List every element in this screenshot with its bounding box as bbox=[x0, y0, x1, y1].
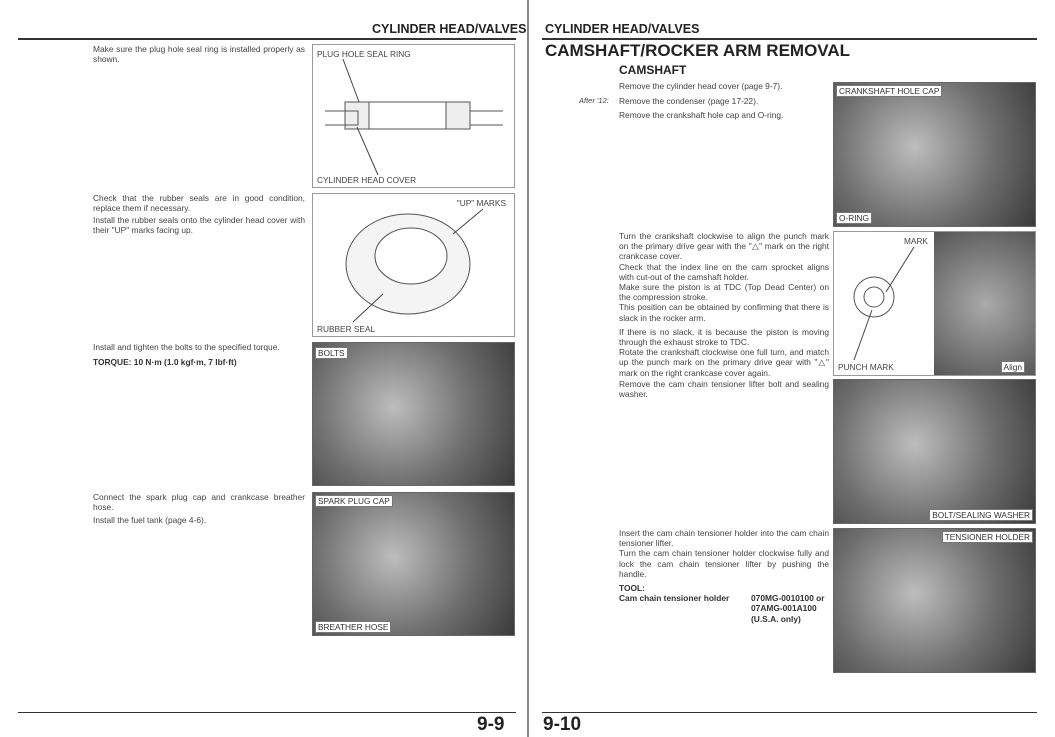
seal-ring-diagram bbox=[312, 44, 515, 188]
header-rule bbox=[542, 38, 1037, 40]
timing-mark-figure bbox=[833, 231, 1036, 376]
step-text: Remove the cam chain tensioner lifter bolt and sealing washer. bbox=[619, 379, 829, 400]
step-text: If there is no slack, it is because the piston is moving through the exhaust stroke to TDC. bbox=[619, 326, 829, 348]
step-text: Install the fuel tank (page 4-6). bbox=[93, 515, 207, 525]
figure-label: PUNCH MARK bbox=[838, 362, 894, 372]
left-header: CYLINDER HEAD/VALVES bbox=[372, 22, 527, 36]
step-text: Rotate the crankshaft clockwise one full turn, and match up the punch mark on the primary drive gear with "△" mark on the right crankcase cover again. bbox=[619, 347, 829, 378]
model-note: After '12: bbox=[579, 96, 609, 105]
crankshaft-hole-photo bbox=[833, 82, 1036, 227]
bolts-photo bbox=[312, 342, 515, 486]
tensioner-instructions bbox=[619, 528, 829, 624]
step-text: Remove the crankshaft hole cap and O-ring. bbox=[619, 110, 784, 120]
step-text: Remove the cylinder head cover (page 9-7). bbox=[619, 81, 783, 91]
timing-mark-drawing bbox=[834, 232, 934, 376]
tool-label: TOOL: bbox=[619, 583, 645, 594]
page-gutter bbox=[527, 0, 529, 737]
section-title: CAMSHAFT/ROCKER ARM REMOVAL bbox=[545, 41, 851, 60]
step-text: Insert the cam chain tensioner holder into the cam chain tensioner lifter. bbox=[619, 528, 829, 549]
figure-label: Align bbox=[1001, 361, 1025, 373]
rubber-seal-drawing bbox=[313, 194, 516, 338]
right-header: CYLINDER HEAD/VALVES bbox=[545, 22, 700, 36]
figure-label: SPARK PLUG CAP bbox=[315, 495, 393, 507]
tool-part-number: 070MG-0010100 or 07AMG-001A100 (U.S.A. only) bbox=[751, 593, 825, 624]
step-text: Turn the cam chain tensioner holder clockwise fully and lock the cam chain tensioner lifter by pushing the handle. bbox=[619, 548, 829, 579]
figure-label: CYLINDER HEAD COVER bbox=[317, 175, 417, 185]
spark-plug-photo bbox=[312, 492, 515, 636]
page-number: 9-10 bbox=[543, 714, 582, 735]
step-text: Check that the rubber seals are in good condition, replace them if necessary. bbox=[93, 193, 305, 214]
figure-label: PLUG HOLE SEAL RING bbox=[317, 49, 411, 59]
figure-label: RUBBER SEAL bbox=[317, 324, 376, 334]
step-text: This position can be obtained by confirming that there is slack in the rocker arm. bbox=[619, 302, 829, 323]
tdc-instructions bbox=[619, 231, 829, 378]
torque-spec: TORQUE: 10 N·m (1.0 kgf·m, 7 lbf·ft) bbox=[93, 357, 237, 367]
step-text: Remove the condenser (page 17-22). bbox=[619, 96, 759, 106]
footer-rule bbox=[18, 712, 516, 713]
step-text: Check that the index line on the cam sprocket aligns with cut-out of the camshaft holder. bbox=[619, 261, 829, 282]
step-text: Install the rubber seals onto the cylinder head cover with their "UP" marks facing up. bbox=[93, 215, 305, 236]
header-rule bbox=[18, 38, 516, 40]
figure-label: BOLT/SEALING WASHER bbox=[929, 509, 1033, 521]
figure-label: TENSIONER HOLDER bbox=[942, 531, 1033, 543]
rubber-seal-diagram bbox=[312, 193, 515, 337]
figure-label: MARK bbox=[904, 236, 928, 246]
tool-name: Cam chain tensioner holder bbox=[619, 593, 730, 604]
page-number: 9-9 bbox=[477, 714, 505, 735]
step-text: Make sure the piston is at TDC (Top Dead Center) on the compression stroke. bbox=[619, 282, 829, 303]
cam-sprocket-photo bbox=[934, 232, 1036, 376]
figure-label: BOLTS bbox=[315, 347, 348, 359]
tensioner-holder-photo bbox=[833, 528, 1036, 673]
step-text: Make sure the plug hole seal ring is installed properly as shown. bbox=[93, 44, 305, 65]
figure-label: BREATHER HOSE bbox=[315, 621, 391, 633]
step-text: Connect the spark plug cap and crankcase breather hose. bbox=[93, 492, 305, 513]
figure-label: CRANKSHAFT HOLE CAP bbox=[836, 85, 942, 97]
figure-label: O-RING bbox=[836, 212, 872, 224]
footer-rule bbox=[542, 712, 1037, 713]
section-subtitle: CAMSHAFT bbox=[619, 63, 687, 77]
seal-ring-drawing bbox=[313, 45, 516, 189]
step-text: Install and tighten the bolts to the specified torque. bbox=[93, 342, 280, 352]
step-text: Turn the crankshaft clockwise to align the punch mark on the primary drive gear with the "△" mark on the right crankcase cover. bbox=[619, 231, 829, 262]
tensioner-bolt-photo bbox=[833, 379, 1036, 524]
figure-label: "UP" MARKS bbox=[456, 198, 506, 208]
